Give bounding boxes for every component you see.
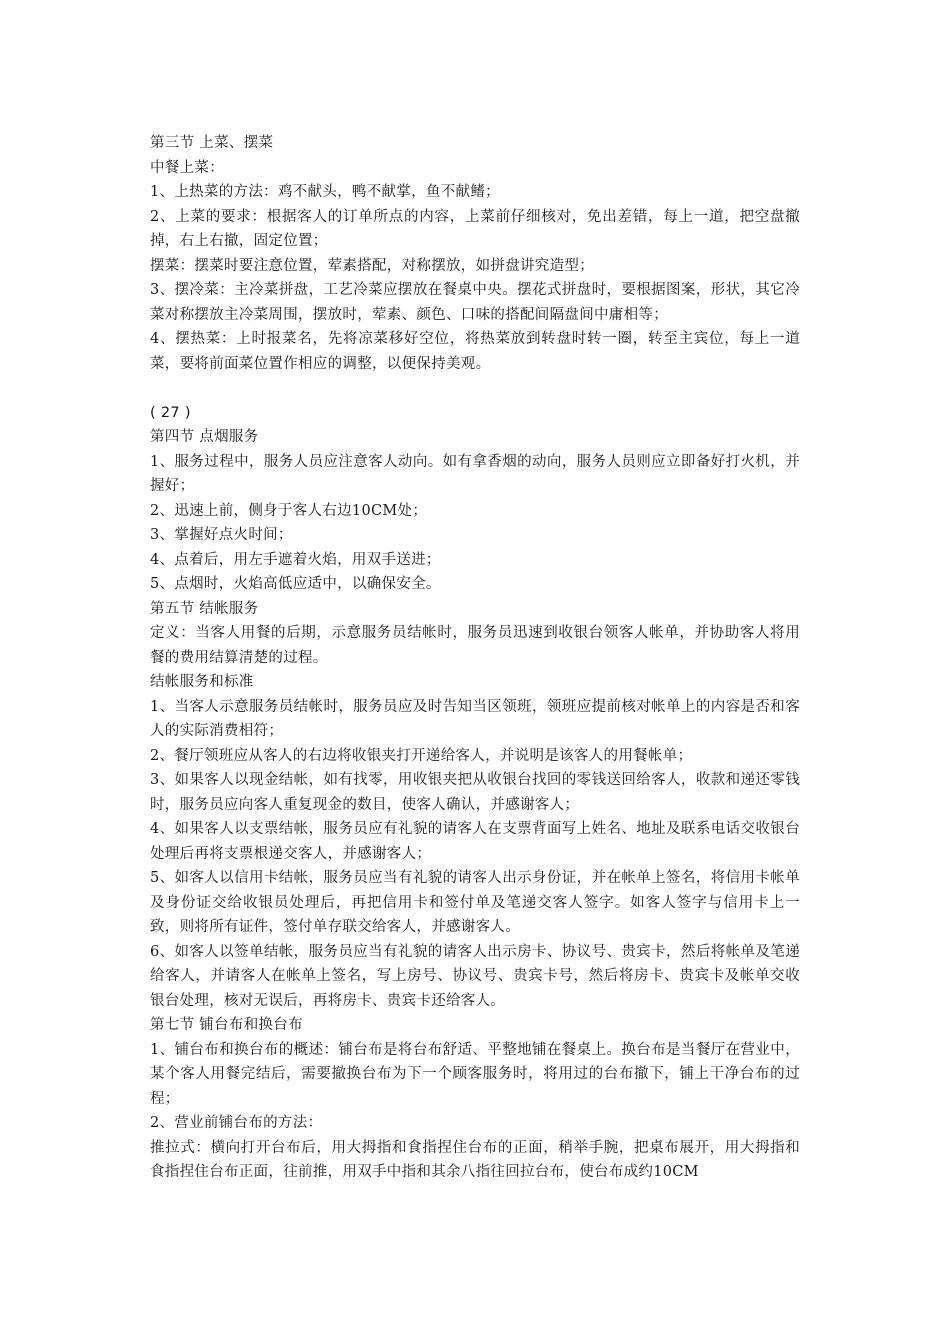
- paragraph: 2、迅速上前，侧身于客人右边10CM处；: [150, 502, 428, 519]
- subheading-checkout-standards: 结帐服务和标准: [150, 674, 254, 690]
- section-heading-7: 第七节 铺台布和换台布: [150, 1017, 303, 1033]
- paragraph: 5、点烟时，火焰高低应适中，以确保安全。: [150, 576, 441, 592]
- paragraph: 5、如客人以信用卡结帐，服务员应当有礼貌的请客人出示身份证，并在帐单上签名，将信用卡帐单及身份证交给收银员处理后，再把信用卡和签付单及笔递交客人签字。如客人签字与信用卡上一致，则将所有证件，签付单存联交给客人，并感谢客人。: [150, 870, 800, 935]
- paragraph: 定义：当客人用餐的后期，示意服务员结帐时，服务员迅速到收银台领客人帐单，并协助客人将用餐的费用结算清楚的过程。: [150, 625, 800, 666]
- paragraph: 摆菜：摆菜时要注意位置，荤素搭配，对称摆放，如拼盘讲究造型；: [150, 257, 594, 274]
- paragraph: 3、掌握好点火时间；: [150, 527, 293, 543]
- paragraph: 1、铺台布和换台布的概述：铺台布是将台布舒适、平整地铺在餐桌上。换台布是当餐厅在营业中，某个客人用餐完结后，需要撤换台布为下一个顾客服务时，将用过的台布撤下，铺上干净台布的过程；: [150, 1041, 800, 1107]
- paragraph: 4、点着后，用左手遮着火焰，用双手送进；: [150, 551, 441, 568]
- section-heading-3: 第三节 上菜、摆菜: [150, 135, 274, 151]
- paragraph: 3、摆冷菜：主冷菜拼盘，工艺冷菜应摆放在餐桌中央。摆花式拼盘时，要根据图案，形状，其它冷菜对称摆放主冷菜周围，摆放时，荤素、颜色、口味的搭配间隔盘间中庸相等；: [150, 282, 800, 323]
- section-heading-5: 第五节 结帐服务: [150, 600, 259, 617]
- paragraph: 2、上菜的要求：根据客人的订单所点的内容，上菜前仔细核对，免出差错，每上一道，把空盘撤掉，右上右撤，固定位置；: [150, 208, 800, 249]
- paragraph: 推拉式：横向打开台布后，用大拇指和食指捏住台布的正面，稍举手腕，把桌布展开，用大拇指和食指捏住台布正面，往前推，用双手中指和其余八指往回拉台布，使台布成约10CM: [150, 1139, 800, 1180]
- paragraph: 1、服务过程中，服务人员应注意客人动向。如有拿香烟的动向，服务人员则应立即备好打火机，并握好；: [150, 453, 800, 494]
- page-number: ( 27 ): [150, 404, 191, 421]
- paragraph: 6、如客人以签单结帐，服务员应当有礼貌的请客人出示房卡、协议号、贵宾卡，然后将帐单及笔递给客人，并请客人在帐单上签名，写上房号、协议号、贵宾卡号，然后将房卡、贵宾卡及帐单交收银台处理，核对无误后，再将房卡、贵宾卡还给客人。: [150, 943, 800, 1009]
- section-heading-4: 第四节 点烟服务: [150, 429, 259, 445]
- blank-line: [150, 376, 800, 401]
- paragraph: 1、上热菜的方法：鸡不献头，鸭不献掌，鱼不献鳍；: [150, 184, 500, 200]
- paragraph: 1、当客人示意服务员结帐时，服务员应及时告知当区领班，领班应提前核对帐单上的内容是否和客人的实际消费相符；: [150, 698, 800, 739]
- subheading-chinese-serving: 中餐上菜：: [150, 159, 224, 176]
- paragraph: 3、如果客人以现金结帐，如有找零，用收银夹把从收银台找回的零钱送回给客人，收款和递还零钱时，服务员应向客人重复现金的数目，使客人确认，并感谢客人；: [150, 772, 800, 813]
- paragraph: 2、餐厅领班应从客人的右边将收银夹打开递给客人，并说明是该客人的用餐帐单；: [150, 747, 693, 764]
- paragraph: 4、摆热菜：上时报菜名，先将凉菜移好空位，将热菜放到转盘时转一圈，转至主宾位，每上一道菜，要将前面菜位置作相应的调整，以便保持美观。: [150, 331, 800, 372]
- document-body: [150, 131, 800, 1185]
- paragraph: 4、如果客人以支票结帐，服务员应有礼貌的请客人在支票背面写上姓名、地址及联系电话交收银台处理后再将支票根递交客人，并感谢客人；: [150, 821, 800, 862]
- paragraph: 2、营业前铺台布的方法：: [150, 1115, 323, 1131]
